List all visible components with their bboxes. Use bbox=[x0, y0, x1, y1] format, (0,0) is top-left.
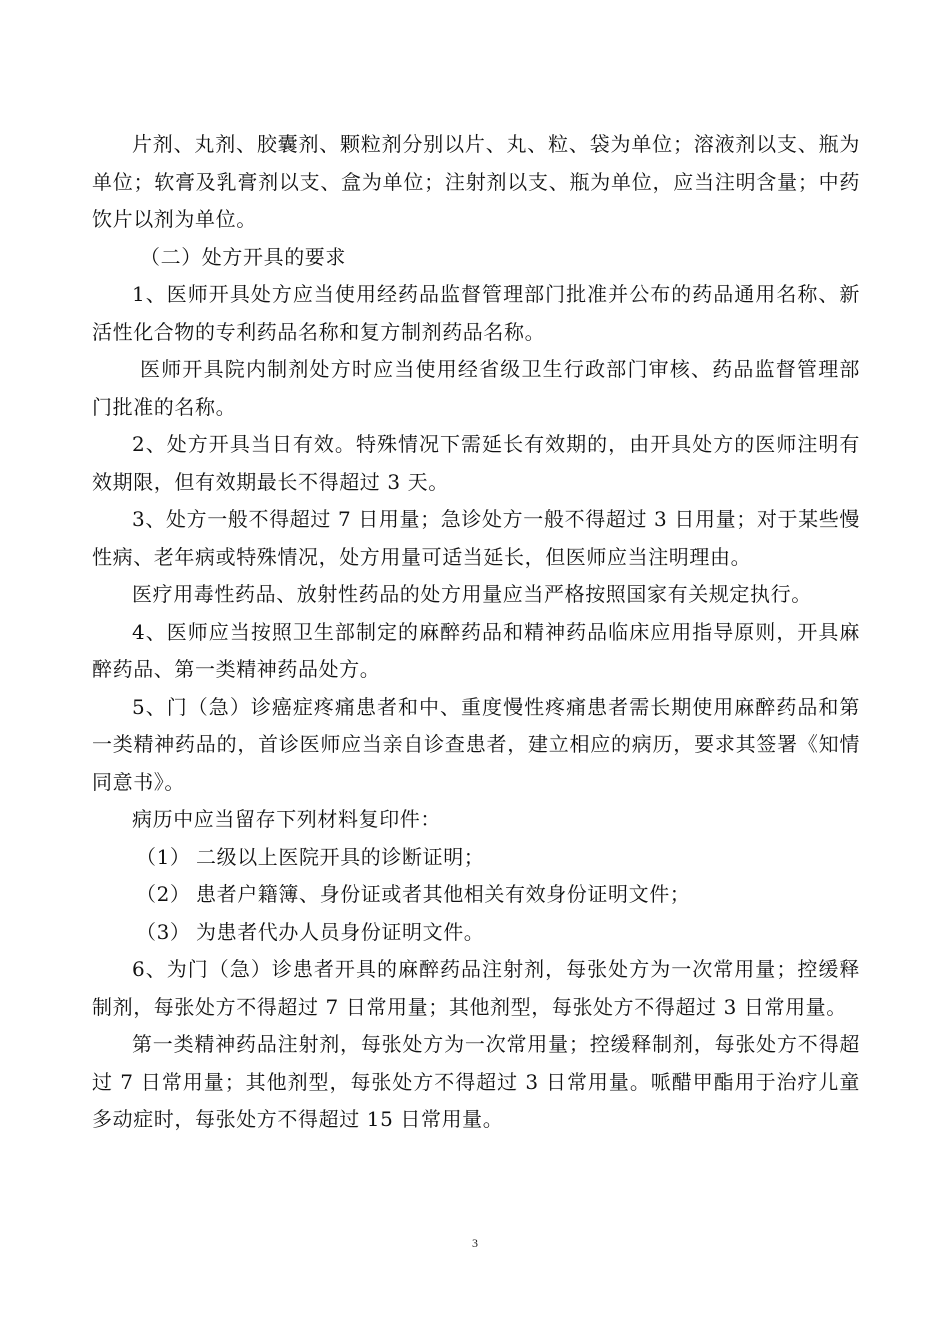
paragraph-item-1: 1、医师开具处方应当使用经药品监督管理部门批准并公布的药品通用名称、新活性化合物的专利药品名称和复方制剂药品名称。 bbox=[92, 282, 860, 344]
paragraph-dosage-units: 片剂、丸剂、胶囊剂、颗粒剂分别以片、丸、粒、袋为单位；溶液剂以支、瓶为单位；软膏及乳膏剂以支、盒为单位；注射剂以支、瓶为单位，应当注明含量；中药饮片以剂为单位。 bbox=[92, 132, 860, 231]
paragraph-item-3-note: 医疗用毒性药品、放射性药品的处方用量应当严格按照国家有关规定执行。 bbox=[132, 582, 812, 606]
list-item-number: （2） bbox=[136, 882, 191, 906]
list-item-text: 为患者代办人员身份证明文件。 bbox=[196, 919, 485, 944]
paragraph-item-6-note: 第一类精神药品注射剂，每张处方为一次常用量；控缓释制剂，每张处方不得超过 7 日常用量；其他剂型，每张处方不得超过 3 日常用量。哌醋甲酯用于治疗儿童多动症时，每张处方不得超过 15 日常用量。 bbox=[92, 1032, 860, 1131]
list-item-number: （1） bbox=[136, 844, 191, 869]
section-heading-prescription-requirements: （二）处方开具的要求 bbox=[140, 244, 346, 269]
paragraph-item-6: 6、为门（急）诊患者开具的麻醉药品注射剂，每张处方为一次常用量；控缓释制剂，每张处方不得超过 7 日常用量；其他剂型，每张处方不得超过 3 日常用量。 bbox=[92, 957, 860, 1019]
paragraph-item-3: 3、处方一般不得超过 7 日用量；急诊处方一般不得超过 3 日用量；对于某些慢性病、老年病或特殊情况，处方用量可适当延长，但医师应当注明理由。 bbox=[92, 507, 860, 569]
list-item-text: 患者户籍簿、身份证或者其他相关有效身份证明文件； bbox=[196, 882, 691, 906]
list-item bbox=[92, 914, 860, 952]
document-body bbox=[92, 126, 860, 1139]
paragraph-item-5: 5、门（急）诊癌症疼痛患者和中、重度慢性疼痛患者需长期使用麻醉药品和第一类精神药品的，首诊医师应当亲自诊查患者，建立相应的病历，要求其签署《知情同意书》。 bbox=[92, 694, 860, 794]
paragraph-item-1-note: 医师开具院内制剂处方时应当使用经省级卫生行政部门审核、药品监督管理部门批准的名称。 bbox=[92, 357, 860, 419]
list-item bbox=[92, 876, 860, 914]
paragraph-item-4: 4、医师应当按照卫生部制定的麻醉药品和精神药品临床应用指导原则，开具麻醉药品、第一类精神药品处方。 bbox=[92, 619, 860, 681]
paragraph-item-5-note: 病历中应当留存下列材料复印件： bbox=[132, 807, 441, 831]
paragraph-item-2: 2、处方开具当日有效。特殊情况下需延长有效期的，由开具处方的医师注明有效期限，但有效期最长不得超过 3 天。 bbox=[92, 432, 860, 494]
list-item-number: （3） bbox=[136, 919, 191, 944]
page-number: 3 bbox=[472, 1236, 478, 1250]
list-item bbox=[92, 839, 860, 877]
list-item-text: 二级以上医院开具的诊断证明； bbox=[196, 844, 485, 869]
